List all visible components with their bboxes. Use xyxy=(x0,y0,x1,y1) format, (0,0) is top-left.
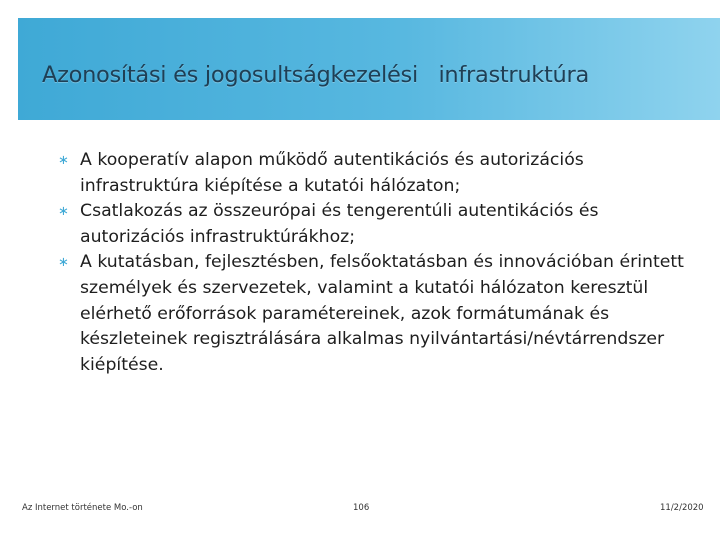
bullet-list xyxy=(58,148,698,378)
bullet-item xyxy=(58,250,698,378)
asterisk-bullet-icon: ∗ xyxy=(58,153,69,168)
bullet-text: A kooperatív alapon működő autentikációs és autorizációs infrastruktúra kiépítése a kutatói hálózaton; xyxy=(80,150,584,196)
slide-title: Azonosítási és jogosultságkezelési infrastruktúra xyxy=(42,62,589,88)
footer-page-number: 106 xyxy=(353,503,370,513)
footer-date: 11/2/2020 xyxy=(660,503,704,513)
asterisk-bullet-icon: ∗ xyxy=(58,204,69,220)
footer-title: Az Internet története Mo.-on xyxy=(22,503,143,513)
asterisk-bullet-icon: ∗ xyxy=(58,255,69,271)
bullet-text: Csatlakozás az összeurópai és tengerentúli autentikációs és autorizációs infrastruktúrákhoz; xyxy=(80,201,599,247)
bullet-item xyxy=(58,148,698,199)
bullet-item xyxy=(58,199,698,250)
bullet-text: A kutatásban, fejlesztésben, felsőoktatásban és innovációban érintett személyek és szervezetek, valamint a kutatói hálózaton keresztül elérhető erőforrások paramétereinek, azok formátumának és készleteinek regisztrálására alkalmas nyilvántartási/névtárrendszer kiépítése. xyxy=(80,252,684,375)
